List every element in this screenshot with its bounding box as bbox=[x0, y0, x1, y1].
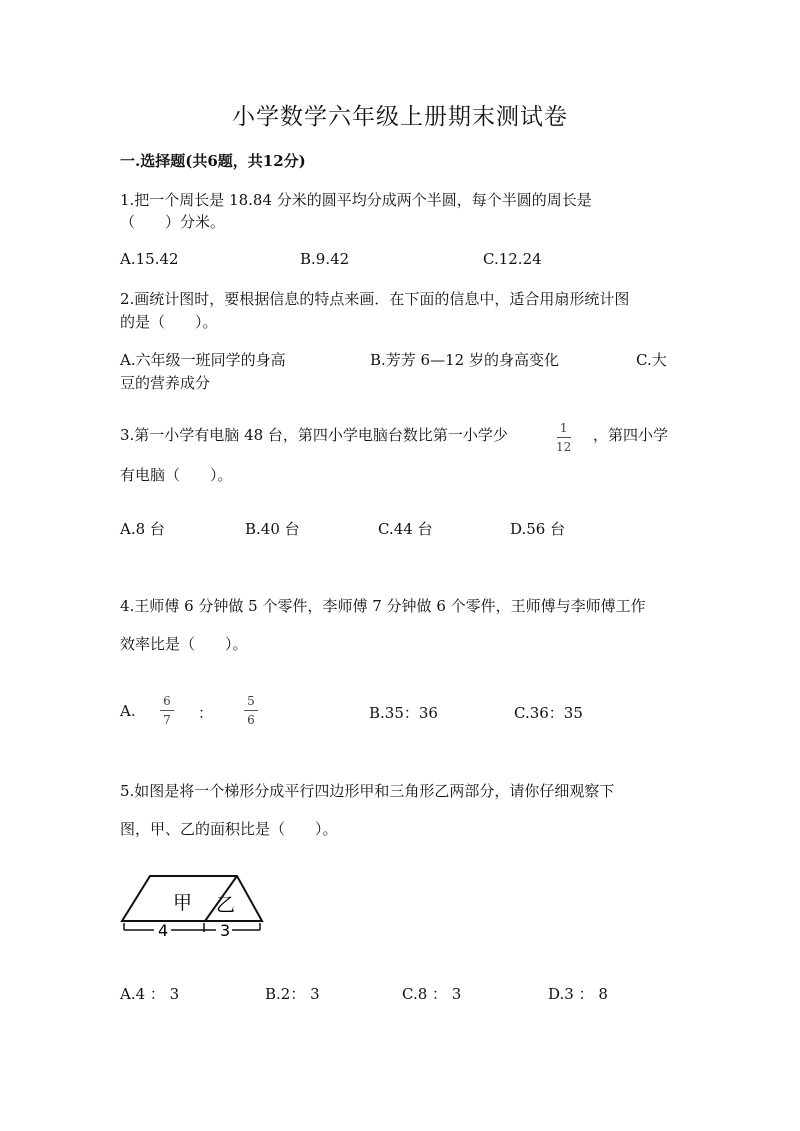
q3-stem-after: ，第四小学 bbox=[593, 426, 669, 444]
q1-stem-line1: 1.把一个周长是 18.84 分米的圆平均分成两个半圆，每个半圆的周长是 bbox=[120, 191, 592, 209]
page-title: 小学数学六年级上册期末测试卷 bbox=[232, 104, 568, 130]
label-yi: 乙 bbox=[216, 894, 236, 916]
q3-option-a[interactable]: A.8 台 bbox=[120, 520, 165, 538]
q4-fraction-2-denominator: 6 bbox=[247, 713, 255, 727]
q4-stem-line2: 效率比是（ ）。 bbox=[120, 635, 248, 653]
q2-option-a[interactable]: A.六年级一班同学的身高 bbox=[120, 351, 286, 369]
q4-stem-line1: 4.王师傅 6 分钟做 5 个零件，李师傅 7 分钟做 6 个零件，王师傅与李师傅工作 bbox=[120, 597, 646, 615]
q2-option-c[interactable]: C.大 bbox=[636, 351, 667, 369]
q5-stem-line1: 5.如图是将一个梯形分成平行四边形甲和三角形乙两部分，请你仔细观察下 bbox=[120, 782, 615, 800]
q5-option-a[interactable]: A.4 ： 3 bbox=[120, 985, 180, 1003]
q4-fraction-2-numerator: 5 bbox=[247, 694, 255, 708]
q1-stem-line2: （ ）分米。 bbox=[120, 213, 226, 231]
section-heading: 一.选择题(共6题，共12分) bbox=[120, 152, 306, 170]
fraction-bar bbox=[160, 710, 174, 711]
q4-option-a-colon: ： bbox=[198, 704, 214, 722]
q4-option-b[interactable]: B.35：36 bbox=[369, 704, 438, 722]
fraction-bar bbox=[557, 437, 571, 438]
q3-stem-line2: 有电脑（ ）。 bbox=[120, 466, 233, 484]
q4-option-a-fraction-1 bbox=[160, 694, 174, 727]
q5-stem-line2: 图，甲、乙的面积比是（ ）。 bbox=[120, 820, 338, 838]
q1-option-c[interactable]: C.12.24 bbox=[483, 250, 542, 268]
q3-option-c[interactable]: C.44 台 bbox=[378, 520, 433, 538]
length-label-3: 3 bbox=[220, 921, 231, 940]
q2-stem-line2: 的是（ ）。 bbox=[120, 313, 218, 331]
q3-option-d[interactable]: D.56 台 bbox=[510, 520, 566, 538]
q3-stem-before: 3.第一小学有电脑 48 台，第四小学电脑台数比第一小学少 bbox=[120, 426, 508, 444]
q4-fraction-1-denominator: 7 bbox=[163, 713, 171, 727]
q3-fraction-denominator: 12 bbox=[556, 440, 572, 454]
length-label-4: 4 bbox=[158, 921, 169, 940]
q5-option-d[interactable]: D.3 ： 8 bbox=[548, 985, 608, 1003]
q2-stem-line1: 2.画统计图时，要根据信息的特点来画．在下面的信息中，适合用扇形统计图 bbox=[120, 290, 630, 308]
q3-option-b[interactable]: B.40 台 bbox=[245, 520, 300, 538]
q5-option-b[interactable]: B.2： 3 bbox=[265, 985, 320, 1003]
q3-fraction-numerator: 1 bbox=[559, 421, 568, 435]
fraction-bar bbox=[244, 710, 258, 711]
q4-option-c[interactable]: C.36：35 bbox=[514, 704, 583, 722]
q3-fraction bbox=[556, 421, 571, 454]
label-jia: 甲 bbox=[173, 892, 193, 914]
q1-option-a[interactable]: A.15.42 bbox=[120, 250, 179, 268]
q2-option-c-continued: 豆的营养成分 bbox=[120, 374, 211, 392]
q4-option-a-fraction-2 bbox=[244, 694, 258, 727]
trapezoid-figure bbox=[118, 868, 270, 942]
q2-option-b[interactable]: B.芳芳 6—12 岁的身高变化 bbox=[370, 351, 559, 369]
q5-option-c[interactable]: C.8 ： 3 bbox=[402, 985, 462, 1003]
q4-fraction-1-numerator: 6 bbox=[163, 694, 171, 708]
q4-option-a-label[interactable]: A. bbox=[120, 702, 136, 720]
q1-option-b[interactable]: B.9.42 bbox=[300, 250, 350, 268]
